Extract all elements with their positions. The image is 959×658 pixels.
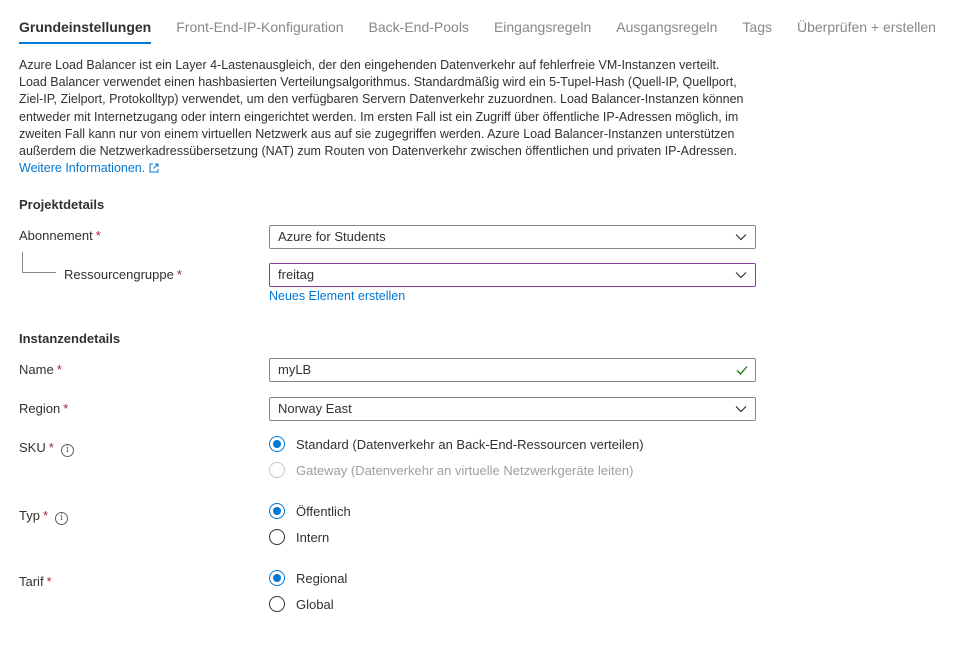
subscription-dropdown[interactable]	[269, 225, 756, 249]
chevron-down-icon	[735, 403, 747, 415]
tree-connector	[22, 252, 56, 273]
required-marker: *	[46, 574, 52, 589]
learn-more-link[interactable]	[19, 161, 159, 175]
tab-backend-pools[interactable]: Back-End-Pools	[368, 19, 469, 35]
learn-more-label: Weitere Informationen.	[19, 161, 146, 176]
type-label	[19, 508, 68, 525]
required-marker: *	[63, 401, 69, 416]
radio-button-checked[interactable]	[269, 570, 285, 586]
subscription-label-text: Abonnement	[19, 228, 93, 243]
name-value: myLB	[278, 362, 312, 377]
name-label	[19, 362, 62, 378]
tier-label-text: Tarif	[19, 574, 44, 589]
radio-button[interactable]	[269, 596, 285, 612]
tab-outbound-rules[interactable]: Ausgangsregeln	[616, 19, 718, 35]
chevron-down-icon	[735, 269, 747, 281]
required-marker: *	[48, 440, 54, 455]
type-option-label: Öffentlich	[296, 504, 351, 519]
info-icon[interactable]: i	[55, 512, 68, 525]
tier-option-label: Regional	[296, 571, 348, 586]
resource-group-label	[64, 267, 182, 283]
checkmark-icon	[736, 364, 748, 376]
tier-option-label: Global	[296, 597, 334, 612]
chevron-down-icon	[735, 231, 747, 243]
sku-label-text: SKU	[19, 440, 46, 455]
required-marker: *	[176, 267, 182, 282]
region-label	[19, 401, 68, 417]
required-marker: *	[95, 228, 101, 243]
create-new-link[interactable]: Neues Element erstellen	[269, 289, 406, 303]
sku-option-label: Standard (Datenverkehr an Back-End-Ressourcen verteilen)	[296, 437, 644, 452]
sku-label	[19, 440, 74, 457]
instance-details-heading: Instanzendetails	[19, 331, 121, 346]
resource-group-label-text: Ressourcengruppe	[64, 267, 174, 282]
type-label-text: Typ	[19, 508, 40, 523]
radio-button[interactable]	[269, 529, 285, 545]
resource-group-dropdown[interactable]	[269, 263, 756, 287]
project-details-heading: Projektdetails	[19, 197, 105, 212]
radio-button-disabled	[269, 462, 285, 478]
radio-button-checked[interactable]	[269, 436, 285, 452]
tab-inbound-rules[interactable]: Eingangsregeln	[493, 19, 592, 35]
required-marker: *	[56, 362, 62, 377]
region-value: Norway East	[278, 401, 352, 416]
tab-bar	[19, 18, 936, 44]
region-label-text: Region	[19, 401, 61, 416]
intro-text: Azure Load Balancer ist ein Layer 4-Lastenausgleich, der den eingehenden Datenverkehr auf fehlerfreie VM-Instanzen verteilt. Load Balancer verwendet einen hashbasierten Verteilungsalgorithmus. Standardmäßig wird ein 5-Tupel-Hash (Quell-IP, Quellport, Ziel-IP, Zielport, Protokolltyp) verwendet, um den verfügbaren Servern Datenverkehr zuzuordnen. Load Balancer-Instanzen können entweder mit Internetzugang oder intern eingerichtet werden. Im ersten Fall ist ein Zugriff über öffentliche IP-Adressen möglich, im zweiten Fall kann nur von einem virtuellen Netzwerk aus auf sie zugegriffen werden. Azure Load Balancer-Instanzen unterstützen außerdem die Netzwerkadressübersetzung (NAT) zum Routen von Datenverkehr zwischen öffentlichen und privaten IP-Adressen.	[19, 58, 744, 159]
radio-button-checked[interactable]	[269, 503, 285, 519]
sku-option-label: Gateway (Datenverkehr an virtuelle Netzwerkgeräte leiten)	[296, 463, 634, 478]
tab-grundeinstellungen[interactable]: Grundeinstellungen	[19, 19, 152, 35]
info-icon[interactable]: i	[61, 444, 74, 457]
region-dropdown[interactable]	[269, 397, 756, 421]
resource-group-value: freitag	[278, 267, 315, 282]
tab-frontend-ip[interactable]: Front-End-IP-Konfiguration	[176, 19, 344, 35]
name-label-text: Name	[19, 362, 54, 377]
intro-description	[19, 57, 744, 177]
name-input[interactable]	[269, 358, 756, 382]
required-marker: *	[42, 508, 49, 523]
tier-label	[19, 574, 52, 590]
external-link-icon	[149, 163, 159, 173]
type-option-label: Intern	[296, 530, 330, 545]
tab-tags[interactable]: Tags	[742, 19, 772, 35]
tab-review-create[interactable]: Überprüfen + erstellen	[797, 19, 936, 35]
subscription-label	[19, 228, 101, 244]
subscription-value: Azure for Students	[278, 229, 386, 244]
